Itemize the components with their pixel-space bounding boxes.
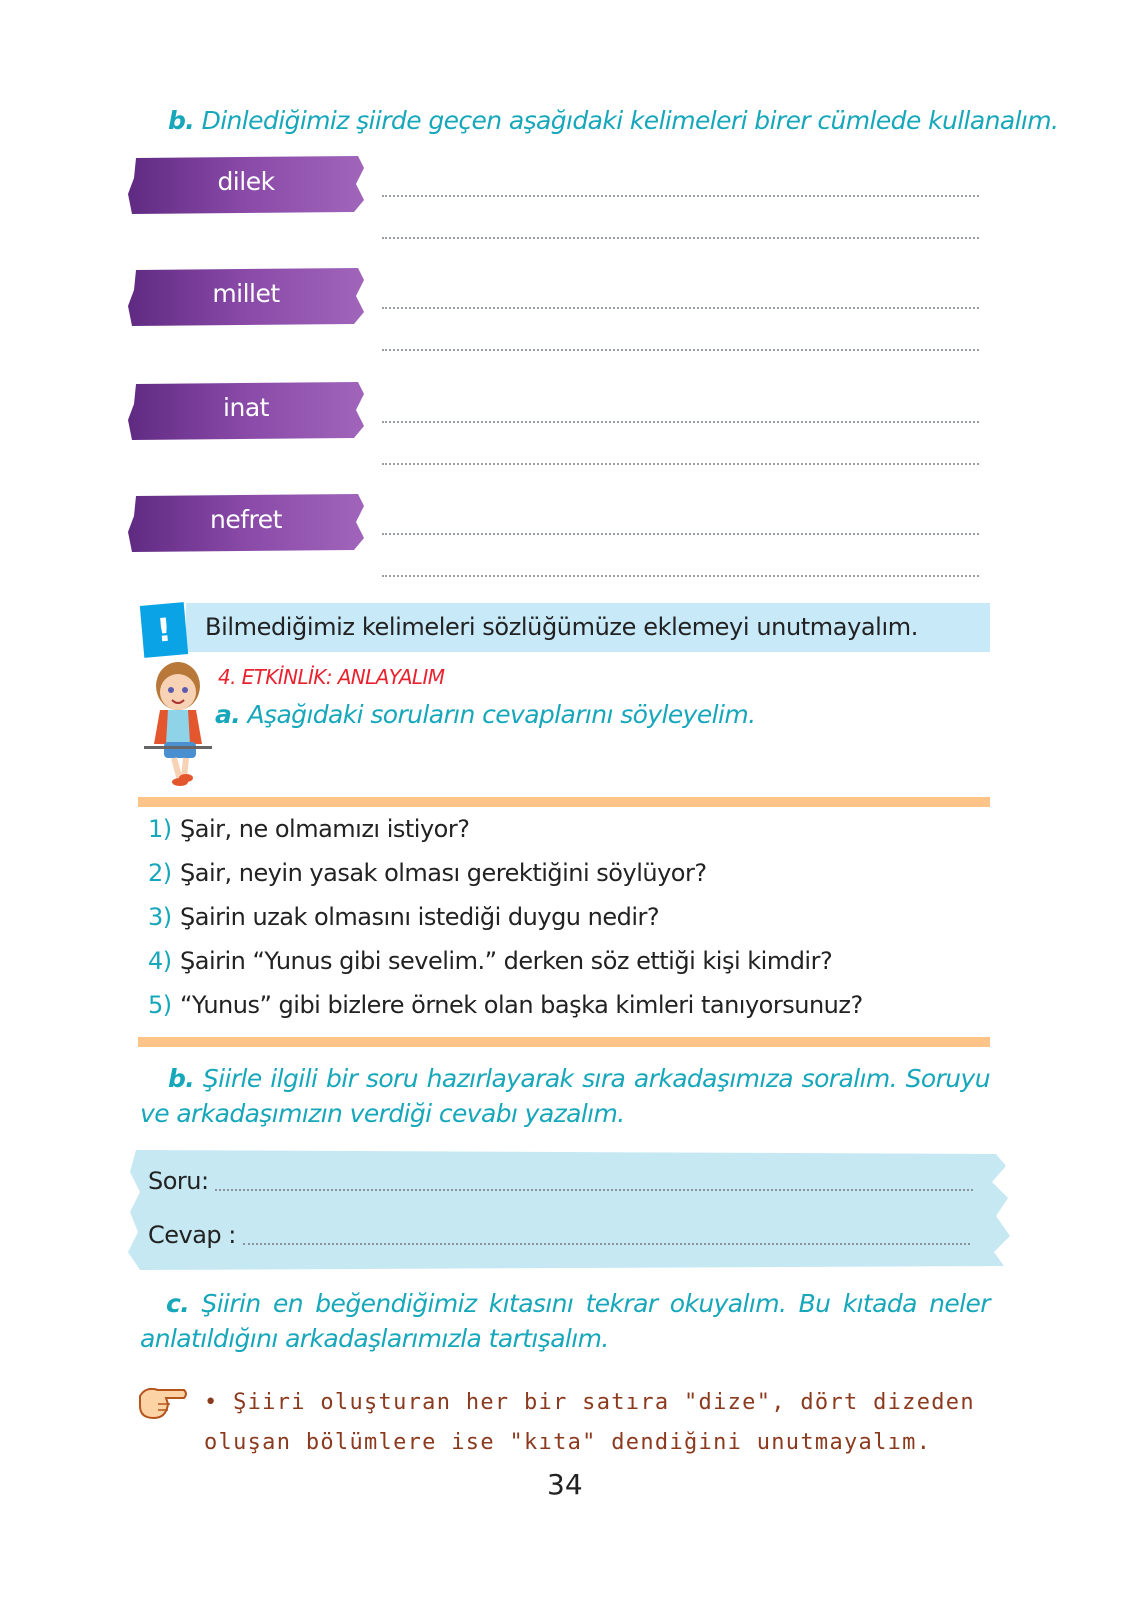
question-number: 1): [148, 815, 172, 843]
question-number: 5): [148, 991, 172, 1019]
section-text: Şiirle ilgili bir soru hazırlayarak sıra arkadaşımıza soralım. Soruyu ve arkadaşımızın verdiği cevabı yazalım.: [140, 1064, 990, 1128]
alert-text: Bilmediğimiz kelimeleri sözlüğümüze eklemeyi unutmayalım.: [205, 613, 918, 641]
section-letter: b.: [168, 1064, 195, 1093]
word-label-dilek: [128, 154, 364, 214]
question-text: Şair, ne olmamızı istiyor?: [180, 815, 470, 843]
part-b-instructions: [140, 1061, 990, 1131]
question-text: Şairin uzak olmasını istediği duygu nedir?: [180, 903, 660, 931]
word-text: dilek: [217, 167, 275, 196]
section-text: Şiirin en beğendiğimiz kıtasını tekrar okuyalım. Bu kıtada neler anlatıldığını arkadaşlarımızla tartışalım.: [140, 1289, 990, 1353]
pointing-hand-icon: [136, 1382, 190, 1422]
word-label-nefret: [128, 492, 364, 552]
answer-input-line[interactable]: [243, 1243, 970, 1245]
question-text: Şairin “Yunus gibi sevelim.” derken söz ettiği kişi kimdir?: [180, 947, 833, 975]
question-input-line[interactable]: [215, 1189, 973, 1191]
bullet: •: [204, 1390, 219, 1415]
word-text: inat: [223, 393, 269, 422]
question-item: [148, 947, 832, 975]
question-item: [148, 859, 707, 887]
section-letter: c.: [166, 1289, 190, 1318]
section-text: Aşağıdaki soruların cevaplarını söyleyelim.: [247, 700, 756, 729]
orange-divider: [138, 797, 990, 807]
section-b-heading: [168, 106, 1058, 135]
question-text: Şair, neyin yasak olması gerektiğini söylüyor?: [180, 859, 707, 887]
question-label: Soru:: [148, 1167, 209, 1195]
answer-line[interactable]: [382, 575, 979, 577]
answer-line[interactable]: [382, 533, 979, 535]
answer-line[interactable]: [382, 307, 979, 309]
question-item: [148, 815, 469, 843]
exclamation-icon: !: [140, 602, 188, 658]
activity-title: 4. ETKİNLİK: ANLAYALIM: [218, 665, 445, 689]
question-number: 3): [148, 903, 172, 931]
answer-line[interactable]: [382, 349, 979, 351]
answer-line[interactable]: [382, 195, 979, 197]
note-text: [204, 1383, 990, 1463]
part-c-instructions: [140, 1286, 990, 1356]
word-label-inat: [128, 380, 364, 440]
answer-line[interactable]: [382, 237, 979, 239]
answer-line[interactable]: [382, 463, 979, 465]
answer-line[interactable]: [382, 421, 979, 423]
section-text: Dinlediğimiz şiirde geçen aşağıdaki kelimeleri birer cümlede kullanalım.: [201, 106, 1059, 135]
part-a-heading: [215, 700, 755, 729]
answer-label: Cevap :: [148, 1221, 236, 1249]
word-text: millet: [212, 279, 280, 308]
question-item: [148, 903, 659, 931]
note-content: Şiiri oluşturan her bir satıra "dize", dört dizeden oluşan bölümlere ise "kıta" dendiğini unutmayalım.: [204, 1390, 975, 1455]
question-text: “Yunus” gibi bizlere örnek olan başka kimleri tanıyorsunuz?: [180, 991, 863, 1019]
section-letter: a.: [215, 700, 241, 729]
question-number: 2): [148, 859, 172, 887]
orange-divider: [138, 1037, 990, 1047]
word-label-millet: [128, 266, 364, 326]
word-text: nefret: [210, 505, 282, 534]
question-number: 4): [148, 947, 172, 975]
boy-illustration: [140, 660, 220, 790]
question-item: [148, 991, 863, 1019]
answer-box-background: [126, 1146, 1010, 1272]
page-number: 34: [547, 1468, 583, 1501]
section-letter: b.: [168, 106, 195, 135]
